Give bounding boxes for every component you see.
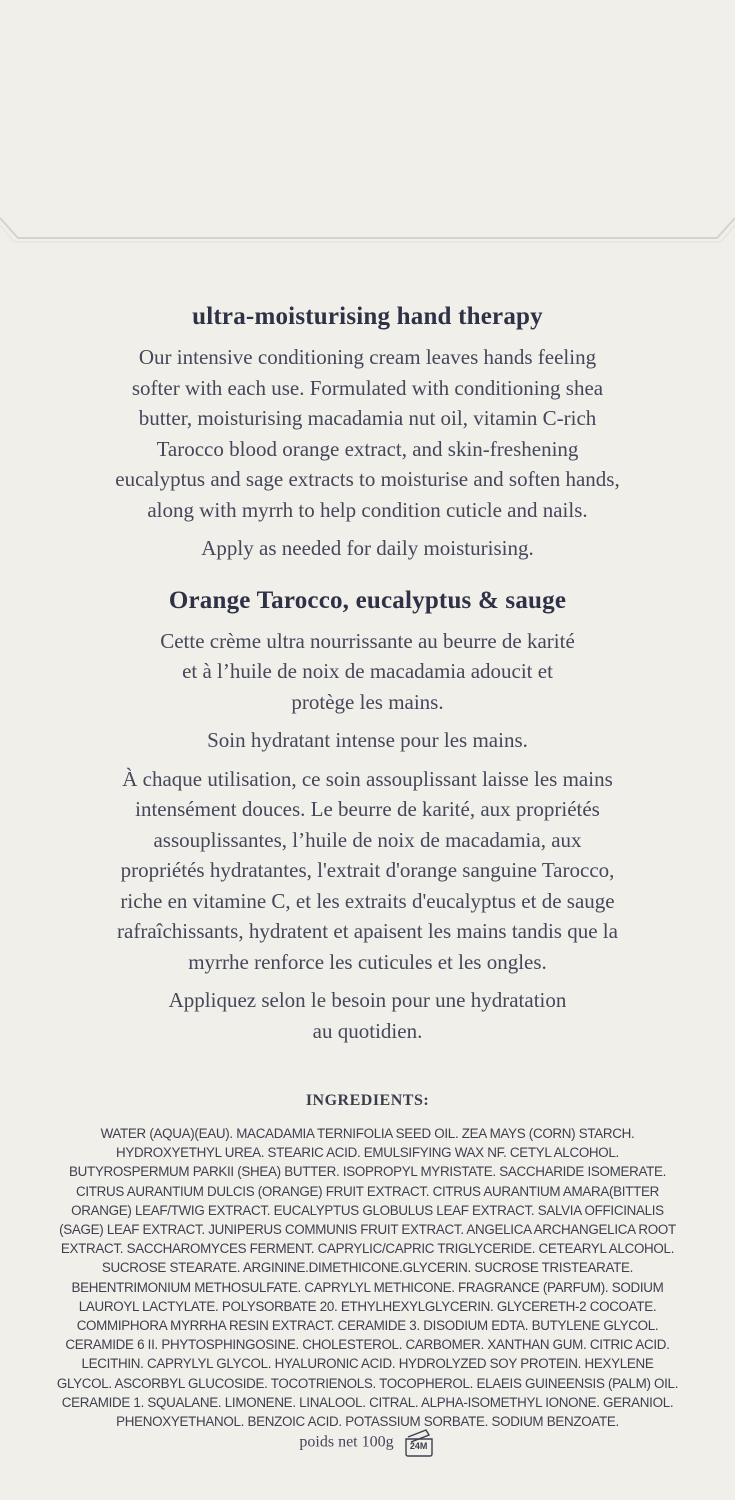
french-intro-line: protège les mains. (291, 689, 444, 714)
french-description-line: propriétés hydratantes, l'extrait d'orange sanguine Tarocco, (120, 858, 615, 882)
english-heading: ultra-moisturising hand therapy (192, 303, 543, 330)
english-description-line: softer with each use. Formulated with conditioning shea (131, 375, 604, 400)
english-description-line: butter, moisturising macadamia nut oil, vitamin C-rich (138, 406, 597, 430)
ingredients-line: CITRUS AURANTIUM DULCIS (ORANGE) FRUIT EXTRACT. CITRUS AURANTIUM AMARA(BITTER (76, 1183, 659, 1199)
english-description-line: eucalyptus and sage extracts to moisturise and soften hands, (115, 467, 620, 491)
french-section (0, 584, 735, 1047)
french-description-line: myrrhe renforce les cuticules et les ongles. (188, 949, 547, 974)
open-jar-icon (402, 1428, 436, 1458)
ingredients-line: BEHENTRIMONIUM METHOSULFATE. CAPRYLYL METHICONE. FRAGRANCE (PARFUM). SODIUM (71, 1279, 664, 1295)
ingredients-line: SUCROSE STEARATE. ARGININE.DIMETHICONE.GLYCERIN. SUCROSE TRISTEARATE. (101, 1260, 634, 1276)
ingredients-line: LAUROYL LACTYLATE. POLYSORBATE 20. ETHYLHEXYLGLYCERIN. GLYCERETH-2 COCOATE. (78, 1298, 657, 1314)
product-text-panel (0, 300, 735, 1431)
french-intro-line: Cette crème ultra nourrissante au beurre de karité (160, 628, 575, 653)
ingredients-line: (SAGE) LEAF EXTRACT. JUNIPERUS COMMUNIS FRUIT EXTRACT. ANGELICA ARCHANGELICA ROOT (59, 1222, 676, 1238)
ingredients-line: ORANGE) LEAF/TWIG EXTRACT. EUCALYPTUS GLOBULUS LEAF EXTRACT. SALVIA OFFICINALIS (71, 1202, 664, 1218)
box-flap-outline (0, 0, 735, 250)
french-description-line: À chaque utilisation, ce soin assouplissant laisse les mains (122, 766, 613, 791)
french-subtitle: Soin hydratant intense pour les mains. (207, 728, 528, 752)
english-section (0, 300, 735, 564)
french-heading: Orange Tarocco, eucalyptus & sauge (168, 586, 567, 614)
french-usage-line: au quotidien. (312, 1018, 423, 1043)
french-description-line: intensément douces. Le beurre de karité, aux propriétés (135, 797, 600, 821)
ingredients-line: EXTRACT. SACCHAROMYCES FERMENT. CAPRYLIC/CAPRIC TRIGLYCERIDE. CETEARYL ALCOHOL. (60, 1241, 675, 1257)
ingredients-line: PHENOXYETHANOL. BENZOIC ACID. POTASSIUM SORBATE. SODIUM BENZOATE. (116, 1414, 619, 1430)
english-description-line: Tarocco blood orange extract, and skin-freshening (156, 436, 579, 461)
english-usage: Apply as needed for daily moisturising. (201, 536, 534, 560)
ingredients-section (0, 1092, 735, 1431)
ingredients-line: CERAMIDE 6 II. PHYTOSPHINGOSINE. CHOLESTEROL. CARBOMER. XANTHAN GUM. CITRIC ACID. (65, 1337, 670, 1353)
ingredients-line: WATER (AQUA)(EAU). MACADAMIA TERNIFOLIA SEED OIL. ZEA MAYS (CORN) STARCH. (100, 1126, 635, 1141)
ingredients-line: COMMIPHORA MYRRHA RESIN EXTRACT. CERAMIDE 3. DISODIUM EDTA. BUTYLENE GLYCOL. (76, 1318, 659, 1334)
french-description-line: assouplissantes, l’huile de noix de macadamia, aux (153, 827, 582, 852)
french-description-line: rafraîchissants, hydratent et apaisent les mains tandis que la (117, 919, 618, 943)
net-weight: poids net 100g (299, 1433, 394, 1451)
ingredients-line: HYDROXYETHYL UREA. STEARIC ACID. EMULSIFYING WAX NF. CETYL ALCOHOL. (116, 1145, 619, 1161)
ingredients-line: BUTYROSPERMUM PARKII (SHEA) BUTTER. ISOPROPYL MYRISTATE. SACCHARIDE ISOMERATE. (68, 1164, 667, 1180)
english-description-line: along with myrrh to help condition cuticle and nails. (147, 497, 588, 522)
english-description-line: Our intensive conditioning cream leaves hands feeling (138, 345, 597, 369)
ingredients-line: LECITHIN. CAPRYLYL GLYCOL. HYALURONIC ACID. HYDROLYZED SOY PROTEIN. HEXYLENE (81, 1356, 654, 1372)
french-intro-line: et à l’huile de noix de macadamia adoucit et (182, 659, 553, 683)
ingredients-line: GLYCOL. ASCORBYL GLUCOSIDE. TOCOTRIENOLS. TOCOPHEROL. ELAEIS GUINEENSIS (PALM) OIL. (56, 1375, 679, 1391)
french-description-line: riche en vitamine C, et les extraits d'eucalyptus et de sauge (120, 888, 615, 913)
ingredients-title: INGREDIENTS: (305, 1092, 430, 1109)
ingredients-line: CERAMIDE 1. SQUALANE. LIMONENE. LINALOOL. CITRAL. ALPHA-ISOMETHYL IONONE. GERANIOL. (61, 1394, 674, 1410)
pao-label: 24M (409, 1441, 428, 1451)
footer (0, 1428, 735, 1458)
french-usage-line: Appliquez selon le besoin pour une hydratation (168, 988, 567, 1012)
ingredients-list (0, 1124, 735, 1431)
